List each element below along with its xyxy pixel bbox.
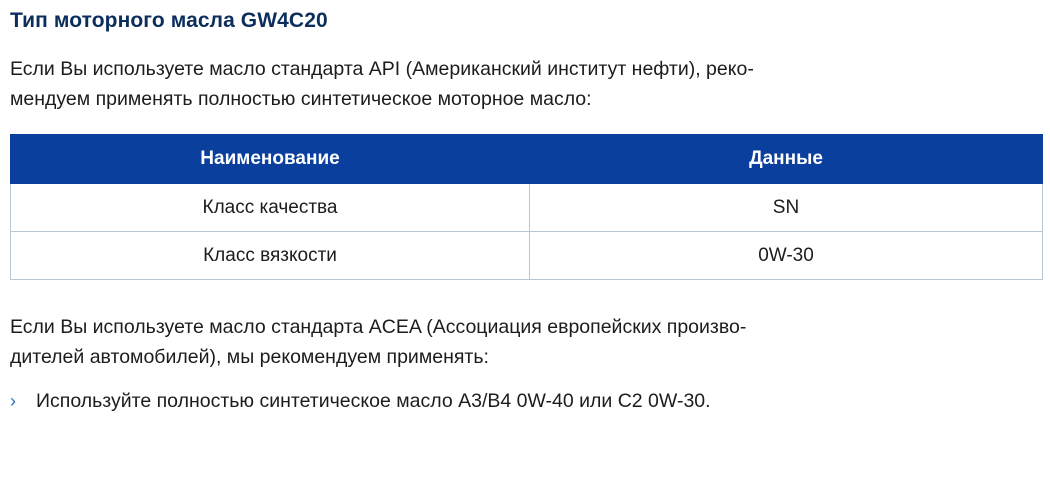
second-paragraph-line-2: дителей автомобилей), мы рекомендуем применять: — [10, 346, 489, 368]
chevron-right-icon: › — [10, 391, 16, 411]
recommendation-list — [10, 386, 1040, 416]
table-row — [11, 184, 1043, 232]
table-cell-name: Класс качества — [11, 184, 530, 232]
table-header-row — [11, 135, 1043, 184]
list-item-label: Используйте полностью синтетическое масло A3/B4 0W-40 или C2 0W-30. — [36, 390, 711, 412]
second-paragraph — [10, 312, 1040, 372]
page-title: Тип моторного масла GW4C20 — [10, 9, 328, 32]
list-item — [10, 386, 1040, 416]
table-cell-value: 0W-30 — [530, 232, 1043, 280]
table-row — [11, 232, 1043, 280]
table-cell-value: SN — [530, 184, 1043, 232]
intro-paragraph-line-2: мендуем применять полностью синтетическое моторное масло: — [10, 88, 592, 110]
second-paragraph-line-1: Если Вы используете масло стандарта ACEA (Ассоциация европейских произво- — [10, 316, 747, 338]
intro-paragraph-line-1: Если Вы используете масло стандарта API (Американский институт нефти), реко- — [10, 58, 754, 80]
table-header-value: Данные — [530, 135, 1043, 184]
table-header-name: Наименование — [11, 135, 530, 184]
table-cell-name: Класс вязкости — [11, 232, 530, 280]
intro-paragraph — [10, 54, 1040, 114]
oil-spec-table — [10, 134, 1043, 280]
